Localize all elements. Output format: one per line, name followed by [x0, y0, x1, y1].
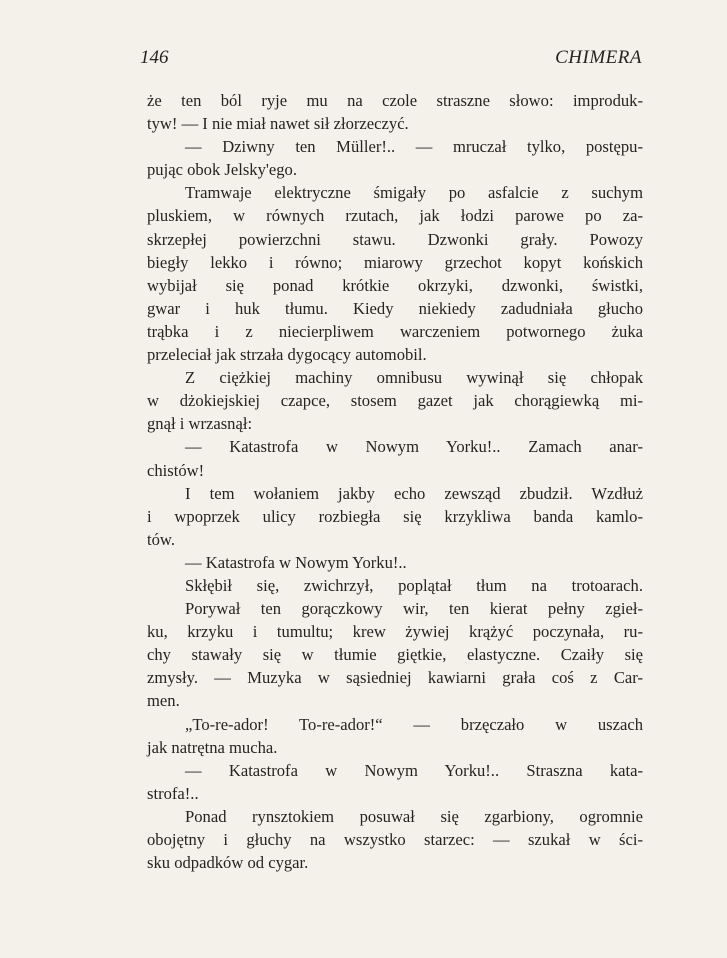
text-line: obojętny i głuchy na wszystko starzec: — szukał w ści- — [147, 830, 643, 849]
text-line: — Katastrofa w Nowym Yorku!.. Zamach anar- — [185, 437, 643, 457]
text-line: w dżokiejskiej czapce, stosem gazet jak chorągiewką mi- — [147, 391, 643, 411]
text-line: Ponad rynsztokiem posuwał się zgarbiony, ogromnie — [185, 806, 643, 826]
text-line: pluskiem, w równych rzutach, jak łodzi parowe po za- — [147, 206, 643, 226]
text-line: chistów! — [147, 460, 205, 480]
text-line: „To-re-ador! To-re-ador!“ — brzęczało w uszach — [185, 714, 643, 734]
text-line: gnął i wrzasnął: — [147, 414, 253, 434]
text-line: jak natrętna mucha. — [147, 737, 278, 757]
text-line: tów. — [147, 529, 175, 549]
text-line: pując obok Jelsky'ego. — [147, 160, 298, 180]
text-line: Skłębił się, zwichrzył, poplątał tłum na trotoarach. — [185, 575, 643, 595]
text-line: Tramwaje elektryczne śmigały po asfalcie z suchym — [185, 183, 643, 203]
text-line: że ten ból ryje mu na czole straszne słowo: improduk- — [147, 91, 643, 110]
text-line: I tem wołaniem jakby echo zewsząd zbudził. Wzdłuż — [185, 483, 643, 503]
text-line: wybijał się ponad krótkie okrzyki, dzwonki, świstki, — [147, 275, 643, 295]
text-line: — Katastrofa w Nowym Yorku!.. — [185, 552, 407, 572]
text-line: trąbka i z niecierpliwem warczeniem potwornego żuka — [147, 321, 643, 341]
text-line: tyw! — I nie miał nawet sił złorzeczyć. — [147, 114, 409, 134]
body-text — [147, 89, 643, 874]
text-line: strofa!.. — [147, 783, 199, 803]
text-line: i wpoprzek ulicy rozbiegła się krzykliwa banda kamlo- — [147, 506, 643, 526]
running-head: CHIMERA — [555, 47, 642, 68]
text-line: gwar i huk tłumu. Kiedy niekiedy zadudniała głucho — [147, 298, 643, 318]
text-line: — Dziwny ten Müller!.. — mruczał tylko, postępu- — [185, 137, 643, 157]
text-line: — Katastrofa w Nowym Yorku!.. Straszna kata- — [185, 760, 643, 780]
page-number: 146 — [140, 47, 169, 68]
page-header — [140, 47, 642, 73]
text-line: skrzepłej powierzchni stawu. Dzwonki grały. Powozy — [147, 229, 643, 249]
text-line: chy stawały się w tłumie giętkie, elastyczne. Czaiły się — [147, 645, 643, 665]
text-line: ku, krzyku i tumultu; krew żywiej krążyć poczynała, ru- — [147, 622, 643, 642]
text-line: zmysły. — Muzyka w sąsiedniej kawiarni grała coś z Car- — [147, 668, 643, 688]
text-line: men. — [147, 691, 180, 711]
text-line: biegły lekko i równo; miarowy grzechot kopyt końskich — [147, 252, 643, 272]
text-line: przeleciał jak strzała dygocący automobil. — [147, 345, 427, 365]
text-line: Z ciężkiej machiny omnibusu wywinął się chłopak — [185, 368, 643, 388]
text-line: Porywał ten gorączkowy wir, ten kierat pełny zgieł- — [185, 599, 643, 619]
text-line: sku odpadków od cygar. — [147, 853, 309, 873]
